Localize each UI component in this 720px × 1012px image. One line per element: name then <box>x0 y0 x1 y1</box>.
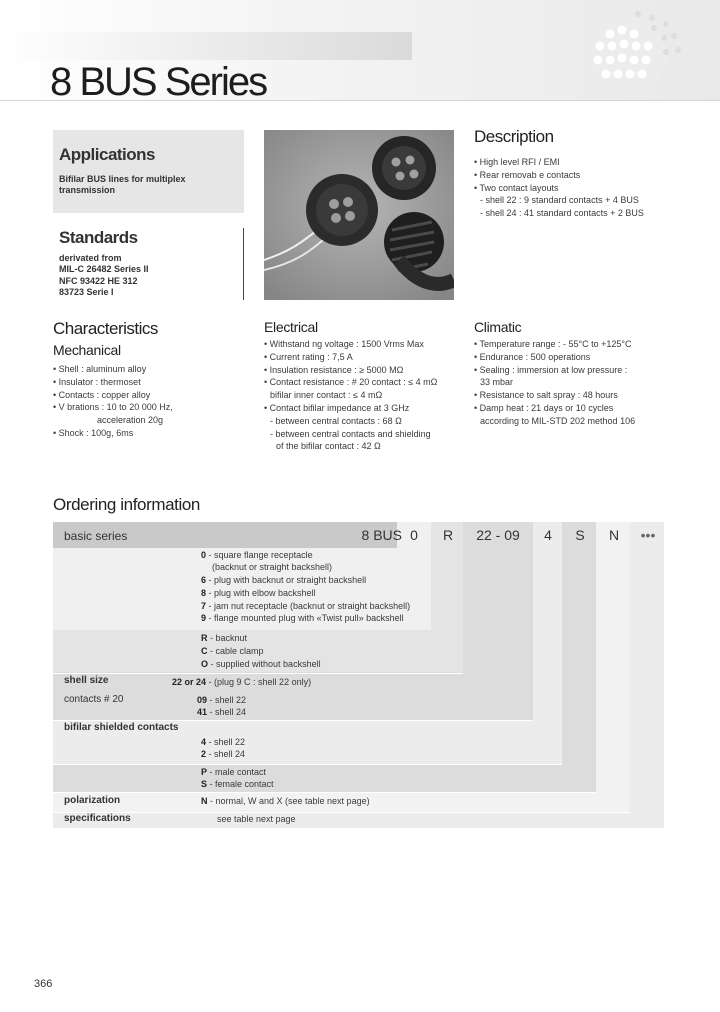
connector-face-icon <box>570 4 690 100</box>
description-item: - shell 24 : 41 standard contacts + 2 BUS <box>480 208 644 219</box>
mechanical-list <box>53 363 173 440</box>
description-item: • Rear removab e contacts <box>474 169 581 180</box>
ordering-title: Ordering information <box>53 495 200 514</box>
specifications-label: specifications <box>64 813 131 824</box>
climatic-item: • Resistance to salt spray : 48 hours <box>474 390 618 401</box>
header-strip <box>0 32 412 60</box>
contacts-option: 09 - shell 22 <box>197 695 247 705</box>
description-item: • Two contact layouts <box>474 182 559 193</box>
type-option: 8 - plug with elbow backshell <box>201 588 316 598</box>
electrical-item: - between central contacts : 68 Ω <box>270 415 402 426</box>
electrical-list <box>264 338 437 453</box>
standards-line-2: MIL-C 26482 Series II <box>59 264 149 274</box>
contacts-option: 41 - shell 24 <box>197 707 247 717</box>
electrical-item: • Contact bifilar impedance at 3 GHz <box>264 402 410 413</box>
bifilar-label: bifilar shielded contacts <box>64 722 179 733</box>
standards-line-4: 83723 Serie I <box>59 287 114 297</box>
shell-size-option: 22 or 24 - (plug 9 C : shell 22 only) <box>172 677 312 687</box>
electrical-item: • Current rating : 7,5 A <box>264 351 353 362</box>
electrical-item: of the bifilar contact : 42 Ω <box>276 441 381 452</box>
bifilar-option: 2 - shell 24 <box>201 749 246 759</box>
climatic-list <box>474 338 635 428</box>
description-title: Description <box>474 127 554 146</box>
type-option-note: (backnut or straight backshell) <box>212 562 333 572</box>
climatic-item: • Endurance : 500 operations <box>474 351 591 362</box>
electrical-item: • Contact resistance : # 20 contact : ≤ 4 mΩ <box>264 377 438 388</box>
electrical-item: • Withstand ng voltage : 1500 Vrms Max <box>264 339 424 349</box>
characteristics-title: Characteristics <box>53 319 158 338</box>
basic-series-label: basic series <box>64 529 128 543</box>
standards-rule <box>243 228 244 300</box>
mechanical-title: Mechanical <box>53 342 121 358</box>
mechanical-item: • Shock : 100g, 6ms <box>53 427 134 438</box>
contact-type-option: S - female contact <box>201 779 274 789</box>
code-basic-series: 8 BUS <box>361 527 402 543</box>
applications-title: Applications <box>59 145 156 164</box>
description-list <box>474 156 644 220</box>
mechanical-item: • Contacts : copper alloy <box>53 389 151 400</box>
polarization-option: N - normal, W and X (see table next page) <box>201 796 370 806</box>
code-specifications: ••• <box>640 527 656 543</box>
climatic-item: • Sealing : immersion at low pressure : <box>474 364 628 375</box>
type-option: 6 - plug with backnut or straight backshell <box>201 575 367 585</box>
backshell-option: O - supplied without backshell <box>201 659 321 669</box>
row-divider <box>53 764 562 765</box>
climatic-title: Climatic <box>474 319 522 335</box>
code-type: 0 <box>410 527 418 543</box>
code-polarization: N <box>608 527 620 543</box>
row-divider <box>53 720 533 721</box>
climatic-item: • Damp heat : 21 days or 10 cycles <box>474 402 614 413</box>
standards-line-1: derivated from <box>59 253 122 263</box>
row-divider <box>53 812 630 813</box>
description-item: • High level RFI / EMI <box>474 157 560 167</box>
type-option: 0 - square flange receptacle <box>201 550 313 560</box>
shell-size-label: shell size <box>64 675 109 686</box>
contacts-label: contacts # 20 <box>64 694 124 705</box>
mechanical-item: • Insulator : thermoset <box>53 376 141 387</box>
backshell-option: C - cable clamp <box>201 646 264 656</box>
climatic-item: according to MIL-STD 202 method 106 <box>480 415 636 426</box>
applications-line-2: transmission <box>59 185 116 195</box>
polarization-label: polarization <box>64 795 121 806</box>
climatic-item: • Temperature range : - 55°C to +125°C <box>474 339 632 349</box>
code-backshell: R <box>442 527 454 543</box>
type-option: 9 - flange mounted plug with «Twist pull» backshell <box>201 613 404 623</box>
standards-line-3: NFC 93422 HE 312 <box>59 276 138 286</box>
specifications-text: see table next page <box>217 814 296 824</box>
electrical-title: Electrical <box>264 319 318 335</box>
electrical-item: - between central contacts and shielding <box>270 428 431 439</box>
applications-box <box>53 130 244 213</box>
connector-photo <box>264 130 454 300</box>
contact-type-option: P - male contact <box>201 767 267 777</box>
mechanical-item: acceleration 20g <box>97 415 164 426</box>
row-divider <box>53 792 596 793</box>
bifilar-option: 4 - shell 22 <box>201 737 246 747</box>
page-number: 366 <box>34 978 53 990</box>
electrical-item: bifilar inner contact : ≤ 4 mΩ <box>270 390 383 401</box>
standards-title: Standards <box>59 228 138 247</box>
code-contact-type: S <box>575 527 585 543</box>
climatic-item: 33 mbar <box>480 377 514 388</box>
electrical-item: • Insulation resistance : ≥ 5000 MΩ <box>264 364 404 375</box>
row-divider <box>53 673 463 674</box>
code-bifilar: 4 <box>544 527 552 543</box>
applications-line-1: Bifilar BUS lines for multiplex <box>59 174 186 184</box>
code-shell-contacts: 22 - 09 <box>476 527 520 543</box>
backshell-option: R - backnut <box>201 633 248 643</box>
type-option: 7 - jam nut receptacle (backnut or straight backshell) <box>201 601 411 611</box>
mechanical-item: • V brations : 10 to 20 000 Hz, <box>53 402 173 413</box>
description-item: - shell 22 : 9 standard contacts + 4 BUS <box>480 195 639 206</box>
mechanical-item: • Shell : aluminum alloy <box>53 364 147 374</box>
page-title: 8 BUS Series <box>50 60 267 104</box>
